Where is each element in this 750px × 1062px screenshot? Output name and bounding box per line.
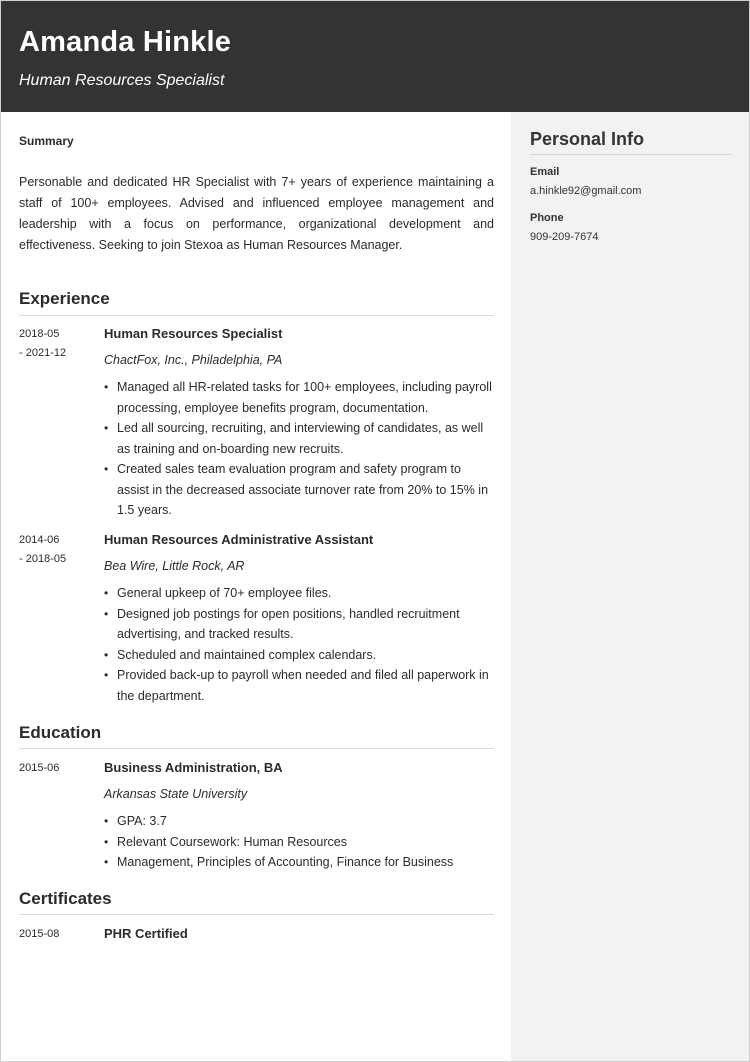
- summary-text: Personable and dedicated HR Specialist with 7+ years of experience maintaining a staff of 100+ employees. Advised and influenced employee management and leadership with a focus on performance, organizational development and effectiveness. Seeking to join Stexoa as Human Resources Manager.: [19, 175, 494, 252]
- entry-bullets: [104, 583, 494, 706]
- entry-company: ChactFox, Inc., Philadelphia, PA: [104, 353, 283, 367]
- personal-info-divider: [530, 154, 732, 155]
- bullet-item: • General upkeep of 70+ employee files.: [104, 583, 494, 604]
- candidate-name: Amanda Hinkle: [19, 26, 232, 58]
- entry-date: 2015-08: [19, 928, 60, 940]
- email-value: a.hinkle92@gmail.com: [530, 185, 642, 197]
- phone-value: 909-209-7674: [530, 231, 599, 243]
- entry-body: [104, 325, 494, 521]
- entry-date: 2015-06: [19, 762, 60, 774]
- entry-dates: [19, 531, 99, 569]
- bullet-item: • Management, Principles of Accounting, Finance for Business: [104, 852, 494, 873]
- bullet-item: • Designed job postings for open positions, handled recruitment advertising, and tracked results.: [104, 604, 494, 645]
- entry-date-end: - 2021-12: [19, 347, 67, 359]
- experience-heading: Experience: [19, 289, 110, 308]
- bullet-item: • Relevant Coursework: Human Resources: [104, 832, 494, 853]
- entry-degree: Business Administration, BA: [104, 760, 283, 775]
- entry-job-title: Human Resources Administrative Assistant: [104, 532, 374, 547]
- main-column: [1, 112, 511, 1062]
- entry-body: [104, 759, 494, 873]
- email-label: Email: [530, 166, 560, 178]
- certificates-divider: [19, 914, 494, 915]
- entry-bullets: [104, 811, 494, 873]
- summary-heading: Summary: [19, 134, 74, 148]
- candidate-job-title: Human Resources Specialist: [19, 72, 225, 89]
- entry-body: [104, 531, 494, 706]
- bullet-item: • Created sales team evaluation program and safety program to assist in the decreased associate turnover rate from 20% to 15% in 1.5 years.: [104, 459, 494, 521]
- sidebar: [511, 112, 750, 1062]
- certificates-heading: Certificates: [19, 889, 112, 908]
- education-divider: [19, 748, 494, 749]
- bullet-item: • Scheduled and maintained complex calendars.: [104, 645, 494, 666]
- bullet-item: • Provided back-up to payroll when needed and filed all paperwork in the department.: [104, 665, 494, 706]
- education-heading: Education: [19, 723, 102, 742]
- entry-certificate-title: PHR Certified: [104, 926, 188, 941]
- bullet-item: • GPA: 3.7: [104, 811, 494, 832]
- resume-header: [1, 1, 750, 112]
- entry-date-end: - 2018-05: [19, 553, 67, 565]
- entry-bullets: [104, 377, 494, 521]
- bullet-item: • Managed all HR-related tasks for 100+ employees, including payroll processing, employee benefits program, documentation.: [104, 377, 494, 418]
- entry-body: [104, 925, 494, 943]
- entry-job-title: Human Resources Specialist: [104, 326, 283, 341]
- entry-company: Bea Wire, Little Rock, AR: [104, 559, 245, 573]
- entry-school: Arkansas State University: [104, 787, 248, 801]
- entry-date-start: 2014-06: [19, 534, 60, 546]
- phone-label: Phone: [530, 212, 564, 224]
- bullet-item: • Led all sourcing, recruiting, and interviewing of candidates, as well as training and on-boarding new recruits.: [104, 418, 494, 459]
- entry-date-start: 2018-05: [19, 328, 60, 340]
- experience-divider: [19, 315, 494, 316]
- entry-dates: [19, 325, 99, 363]
- personal-info-heading: Personal Info: [530, 129, 645, 149]
